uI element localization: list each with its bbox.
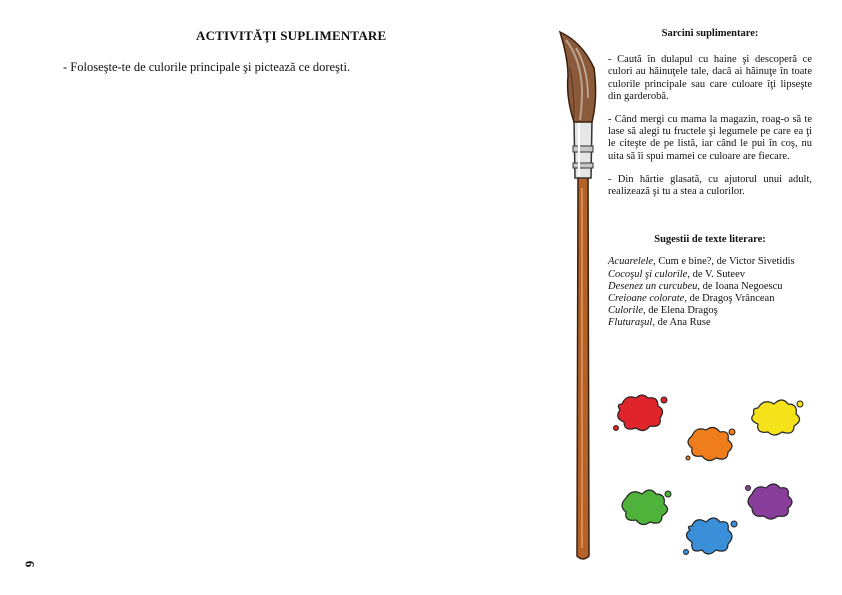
literature-author: , de Dragoş Vrâncean	[684, 293, 775, 305]
literature-author: , de Ana Ruse	[652, 317, 711, 329]
literature-title: Culorile	[608, 305, 644, 317]
activity-instruction: - Foloseşte-te de culorile principale şi pictează ce doreşti.	[63, 60, 351, 74]
literature-title: Cocoşul şi culorile	[608, 268, 688, 280]
literature-author: , de V. Suteev	[687, 268, 745, 280]
literature-title: Desenez un curcubeu	[608, 280, 698, 292]
literature-author: , de Ioana Negoescu	[697, 280, 783, 292]
sarcini-heading: Sarcini suplimentare:	[661, 28, 759, 39]
literature-item	[608, 305, 812, 317]
green-paint-splash	[618, 486, 672, 528]
task-paragraph-3: - Din hârtie glasată, cu ajutorul unui adult, realizează şi tu a stea a culorilor.	[608, 173, 812, 198]
paintbrush-illustration	[552, 28, 608, 563]
literature-title: Fluturaşul	[608, 317, 653, 329]
literature-item	[608, 281, 812, 293]
orange-paint-splash	[684, 422, 738, 464]
yellow-paint-splash	[748, 396, 804, 438]
red-paint-splash	[612, 390, 668, 434]
blue-paint-splash	[682, 512, 738, 558]
page-title: ACTIVITĂŢI SUPLIMENTARE	[196, 28, 387, 43]
literature-title: Creioane colorate	[608, 293, 685, 305]
literature-title: Acuarelele	[608, 256, 654, 268]
task-paragraph-2: - Când mergi cu mama la magazin, roag-o să te lase să alegi tu fructele şi legumele pe care ea ţi le citeşte de pe listă, iar când le pui în coş, nu uita să îi spui mamei ce culoare are fiecare.	[608, 114, 812, 162]
literature-item	[608, 256, 812, 268]
purple-paint-splash	[744, 480, 796, 522]
task-paragraph-1: - Caută în dulapul cu haine şi descoperă ce culori au hăinuţele tale, dacă ai hăinuţe în toate culorile principale sau care culoare îţi lipseşte din garderobă.	[608, 54, 812, 102]
literature-item	[608, 317, 812, 329]
literature-author: , Cum e bine?, de Victor Sivetidis	[653, 256, 795, 268]
page-number: 6	[22, 560, 38, 568]
literature-author: , de Elena Dragoş	[643, 305, 718, 317]
sugestii-heading: Sugestii de texte literare:	[654, 234, 766, 246]
right-column	[608, 28, 812, 330]
literature-item	[608, 269, 812, 281]
literature-item	[608, 293, 812, 305]
